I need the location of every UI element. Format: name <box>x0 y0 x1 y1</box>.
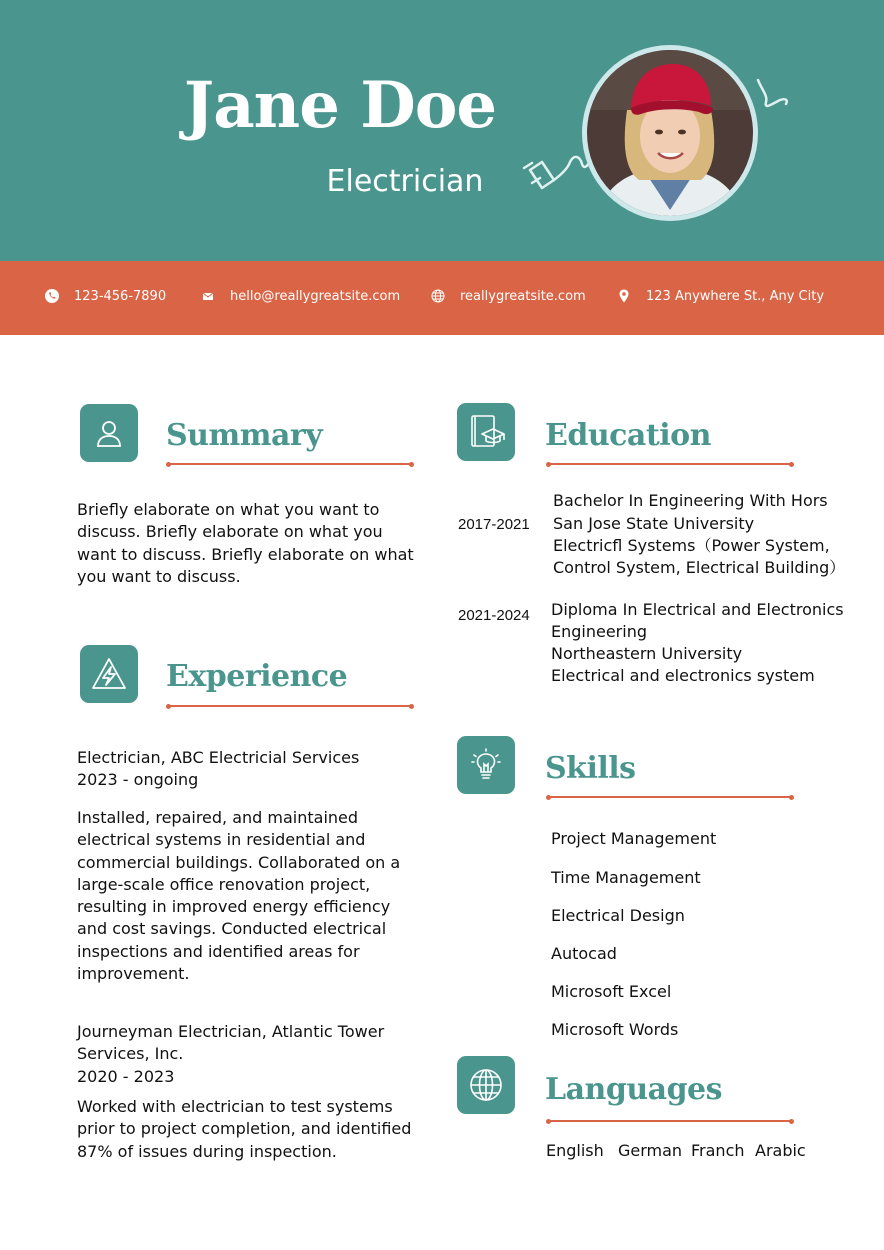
education-heading: Education <box>545 418 711 453</box>
education-1-line-3: Electricfl Systems（Power System, <box>553 536 830 555</box>
job-2-description: Worked with electrician to test systems prior to project completion, and identified 87% of issues during inspection. <box>77 1097 412 1161</box>
phone-icon <box>44 288 60 304</box>
email-text[interactable]: hello@reallygreatsite.com <box>230 288 401 304</box>
experience-section-icon <box>80 645 138 703</box>
mail-icon <box>200 288 216 304</box>
website-text[interactable]: reallygreatsite.com <box>460 288 586 304</box>
job-title: Electrician <box>326 164 484 199</box>
job-2-period: 2020 - 2023 <box>77 1067 175 1086</box>
globe-icon <box>467 1066 505 1104</box>
language-item: Franch <box>691 1141 745 1160</box>
lightbulb-icon <box>468 747 504 783</box>
summary-section-icon <box>80 404 138 462</box>
lightning-warning-icon <box>89 654 129 694</box>
education-2-line-3: Northeastern University <box>551 644 743 663</box>
contact-address <box>616 284 824 308</box>
job-1-description: Installed, repaired, and maintained electrical systems in residential and commercial buildings. Collaborated on a large-scale office renovation project, resulting in improved energy efficiency and cost savings. Conducted electrical inspections and identified areas for improvement. <box>77 808 401 984</box>
education-section-icon <box>457 403 515 461</box>
location-pin-icon <box>616 288 632 304</box>
contact-phone <box>44 284 166 308</box>
address-text: 123 Anywhere St., Any City <box>646 288 825 304</box>
profile-photo-frame <box>582 45 758 221</box>
skills-divider <box>548 796 792 798</box>
summary-divider <box>168 463 412 465</box>
phone-text[interactable]: 123-456-7890 <box>74 288 167 304</box>
education-2-years: 2021-2024 <box>458 607 530 624</box>
skill-item: Time Management <box>551 868 701 887</box>
experience-divider <box>168 705 412 707</box>
skills-heading: Skills <box>545 751 636 786</box>
education-2-line-2: Engineering <box>551 622 647 641</box>
experience-heading: Experience <box>166 659 348 694</box>
language-item: Arabic <box>755 1141 806 1160</box>
languages-divider <box>548 1120 792 1122</box>
user-icon <box>91 415 127 451</box>
person-name: Jane Doe <box>183 68 497 143</box>
skill-item: Electrical Design <box>551 906 685 925</box>
skill-item: Autocad <box>551 944 617 963</box>
graduation-book-icon <box>464 410 508 454</box>
contact-email <box>200 284 400 308</box>
education-2-line-1: Diploma In Electrical and Electronics <box>551 600 844 619</box>
education-1-line-1: Bachelor In Engineering With Hors <box>553 491 828 510</box>
job-1-role: Electrician, ABC Electricial Services <box>77 748 360 767</box>
education-divider <box>548 463 792 465</box>
summary-heading: Summary <box>166 418 323 453</box>
skills-section-icon <box>457 736 515 794</box>
job-2-role: Journeyman Electrician, Atlantic Tower Services, Inc. <box>77 1022 385 1064</box>
job-1-period: 2023 - ongoing <box>77 770 199 789</box>
language-item: English <box>546 1141 604 1160</box>
education-1-line-2: San Jose State University <box>553 514 755 533</box>
skill-item: Microsoft Excel <box>551 982 672 1001</box>
languages-heading: Languages <box>545 1072 723 1107</box>
education-2-line-4: Electrical and electronics system <box>551 666 815 685</box>
profile-photo <box>587 50 753 216</box>
skill-item: Project Management <box>551 829 717 848</box>
globe-icon <box>430 288 446 304</box>
language-item: German <box>618 1141 683 1160</box>
languages-section-icon <box>457 1056 515 1114</box>
education-1-line-4: Control System, Electrical Building） <box>553 558 846 577</box>
contact-website <box>430 284 586 308</box>
summary-text: Briefly elaborate on what you want to discuss. Briefly elaborate on what you want to discuss. Briefly elaborate on what you want to discuss. <box>77 500 414 586</box>
skill-item: Microsoft Words <box>551 1020 679 1039</box>
education-1-years: 2017-2021 <box>458 516 530 533</box>
